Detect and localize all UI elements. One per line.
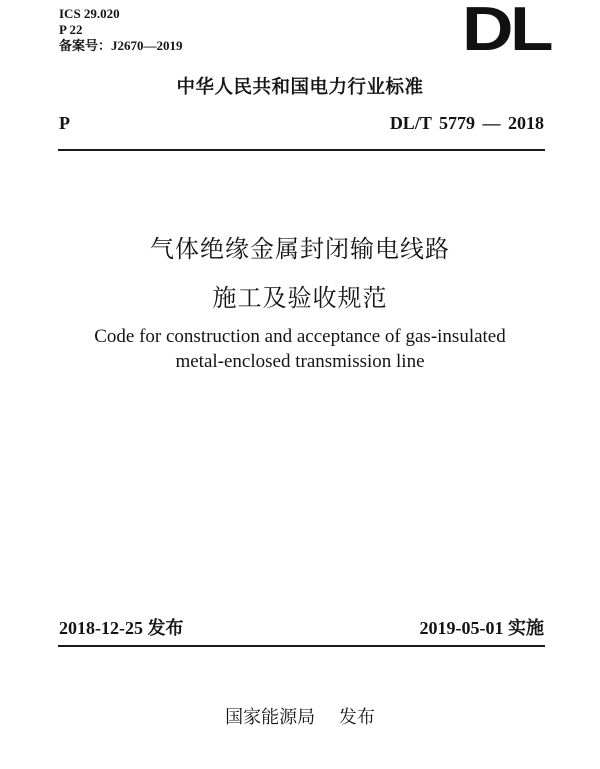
ics-code: ICS 29.020	[59, 6, 120, 21]
dl-logo: DL	[462, 0, 551, 64]
title-en-line-2: metal-enclosed transmission line	[175, 351, 425, 372]
title-en-line-1: Code for construction and acceptance of gas-insulated	[94, 326, 506, 347]
title-cn-line-2: 施工及验收规范	[212, 284, 388, 312]
issue-date: 2018-12-25 发布	[59, 618, 184, 638]
standard-number: DL/T 5779 — 2018	[389, 113, 544, 133]
bottom-divider	[58, 645, 545, 647]
issuing-authority: 国家能源局 发布	[225, 707, 375, 728]
top-divider	[58, 149, 545, 151]
title-cn-line-1: 气体绝缘金属封闭输电线路	[150, 235, 450, 263]
classification-letter: P	[59, 113, 70, 133]
standard-category: 中华人民共和国电力行业标准	[176, 77, 424, 98]
ccs-code: P 22	[59, 22, 83, 37]
record-number: 备案号：J2670—2019	[59, 38, 183, 53]
implementation-date: 2019-05-01 实施	[419, 618, 544, 638]
